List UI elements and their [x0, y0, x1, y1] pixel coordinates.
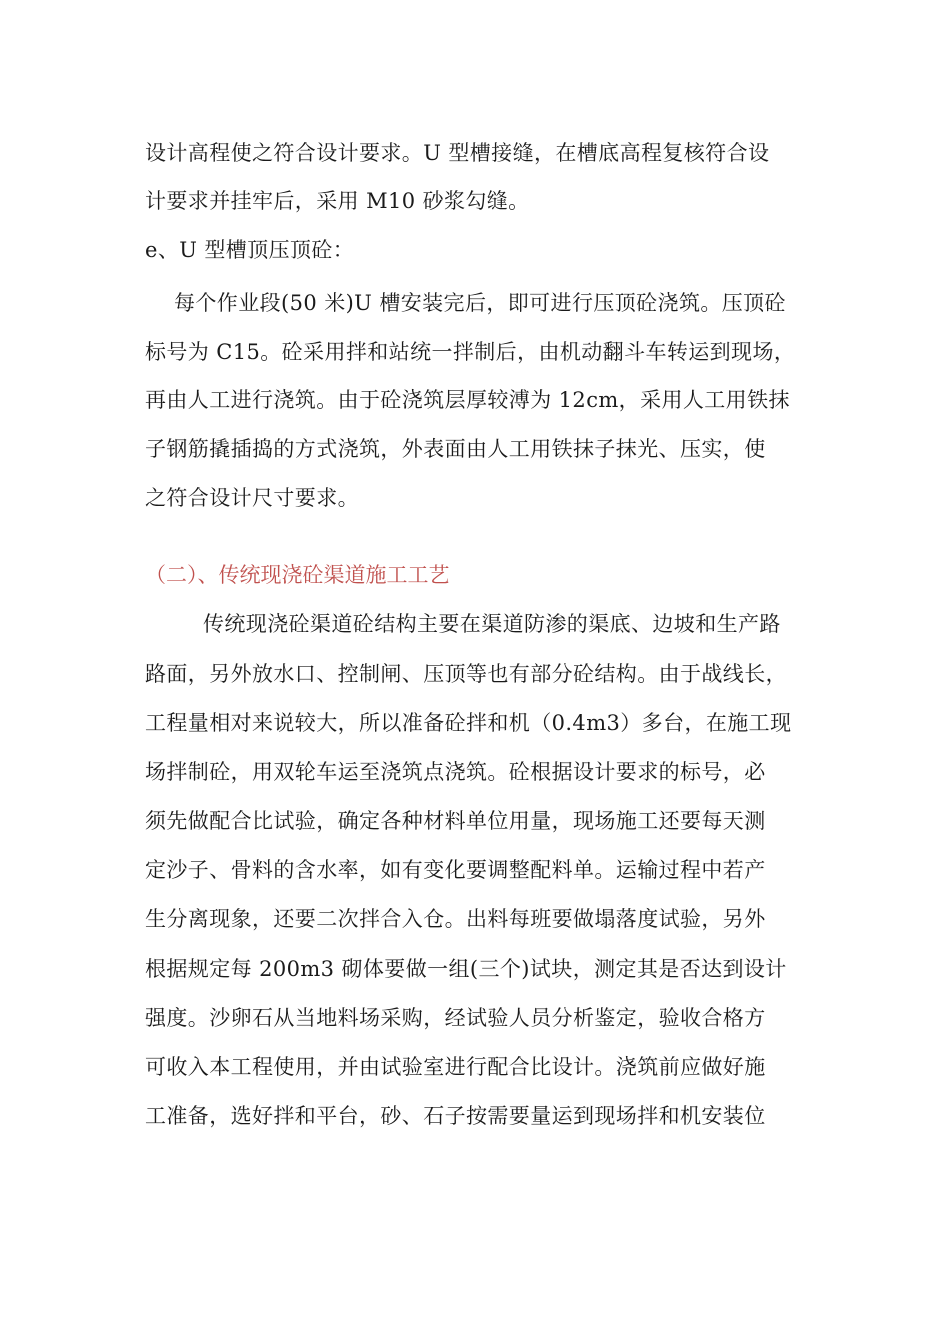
paragraph-line: 强度。沙卵石从当地料场采购，经试验人员分析鉴定，验收合格方	[145, 1006, 766, 1030]
section-e-title: e、U 型槽顶压顶砼：	[145, 238, 355, 262]
paragraph-line: 须先做配合比试验，确定各种材料单位用量，现场施工还要每天测	[145, 809, 766, 833]
paragraph-line: 根据规定每 200m3 砌体要做一组(三个)试块，测定其是否达到设计	[145, 957, 787, 981]
paragraph-line: 标号为 C15。砼采用拌和站统一拌制后，由机动翻斗车转运到现场，	[145, 340, 796, 364]
paragraph-line: 场拌制砼，用双轮车运至浇筑点浇筑。砼根据设计要求的标号，必	[145, 760, 766, 784]
paragraph-line: 工准备，选好拌和平台，砂、石子按需要量运到现场拌和机安装位	[145, 1104, 766, 1128]
paragraph-line: 工程量相对来说较大，所以准备砼拌和机（0.4m3）多台，在施工现	[145, 711, 792, 735]
paragraph-line: 每个作业段(50 米)U 槽安装完后，即可进行压顶砼浇筑。压顶砼	[174, 291, 786, 315]
paragraph-line: 再由人工进行浇筑。由于砼浇筑层厚较溥为 12cm，采用人工用铁抹	[145, 388, 790, 412]
paragraph-line: 设计高程使之符合设计要求。U 型槽接缝，在槽底高程复核符合设	[145, 141, 770, 165]
paragraph-line: 路面，另外放水口、控制闸、压顶等也有部分砼结构。由于战线长，	[145, 662, 787, 686]
section-heading: （二）、传统现浇砼渠道施工工艺	[145, 563, 450, 587]
paragraph-line: 传统现浇砼渠道砼结构主要在渠道防渗的渠底、边坡和生产路	[203, 612, 781, 636]
paragraph-line: 可收入本工程使用，并由试验室进行配合比设计。浇筑前应做好施	[145, 1055, 766, 1079]
paragraph-line: 计要求并挂牢后，采用 M10 砂浆勾缝。	[145, 189, 530, 213]
paragraph-line: 定沙子、骨料的含水率，如有变化要调整配料单。运输过程中若产	[145, 858, 766, 882]
paragraph-line: 子钢筋撬插捣的方式浇筑，外表面由人工用铁抹子抹光、压实，使	[145, 437, 766, 461]
paragraph-line: 之符合设计尺寸要求。	[145, 486, 359, 510]
paragraph-line: 生分离现象，还要二次拌合入仓。出料每班要做塌落度试验，另外	[145, 907, 766, 931]
